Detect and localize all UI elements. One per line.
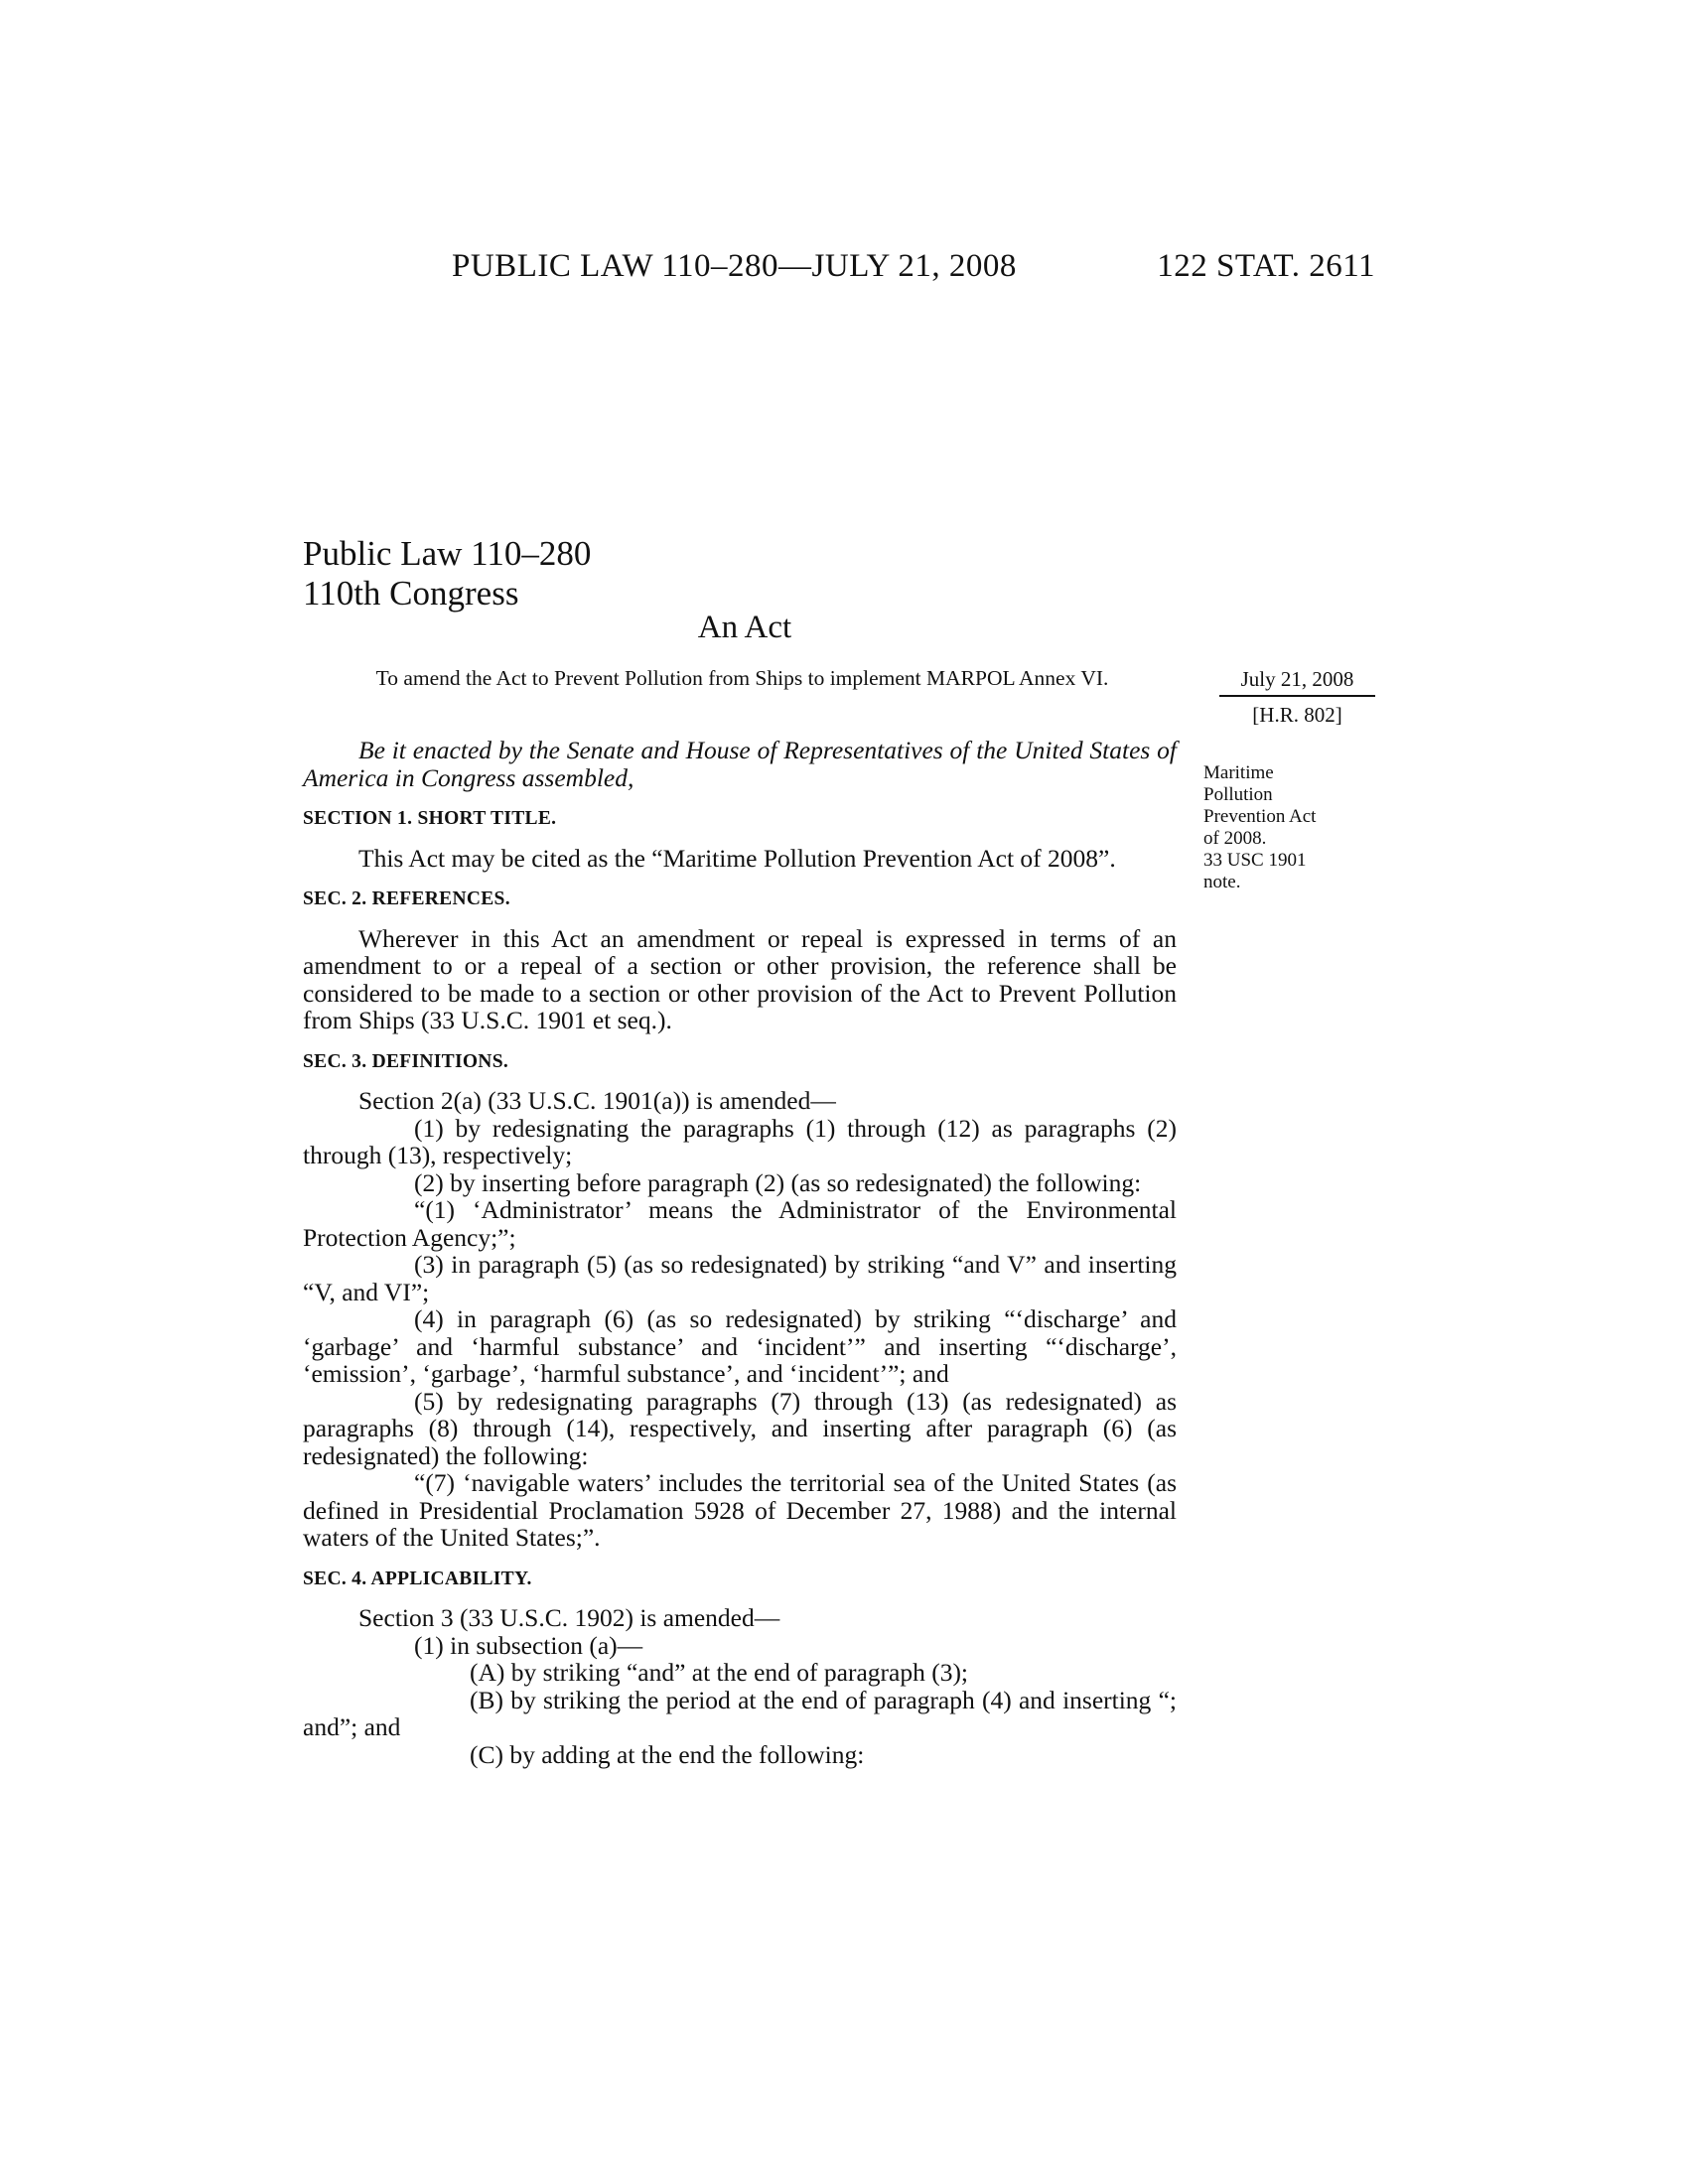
margin-note-line: note. [1203,872,1241,892]
enactment-date: July 21, 2008 [1219,665,1375,697]
law-number: Public Law 110–280 [303,534,592,573]
paragraph: (3) in paragraph (5) (as so redesignated) by striking “and V” and inserting “V, and VI”; [303,1250,1177,1306]
paragraph: (1) in subsection (a)— [414,1630,643,1660]
running-header [452,248,1375,285]
margin-note-line: Prevention Act [1203,806,1317,827]
act-body [303,737,1177,1768]
act-title: An Act [697,610,792,645]
quoted-paragraph: “(1) ‘Administrator’ means the Administrator of the Environmental Protection Agency;”; [303,1195,1177,1252]
congress-number: 110th Congress [303,574,519,613]
paragraph: (4) in paragraph (6) (as so redesignated) by striking “‘discharge’ and ‘garbage’ and ‘harmful substance’ and ‘incident’” and inserting “‘discharge’, ‘emission’, ‘garbage’, ‘harmful substance’, and ‘incident’”; and [303,1304,1177,1388]
quoted-paragraph: “(7) ‘navigable waters’ includes the territorial sea of the United States (as defined in Presidential Proclamation 5928 of December 27, 1988) and the internal waters of the United States;”. [303,1468,1177,1552]
subparagraph: (A) by striking “and” at the end of paragraph (3); [470,1658,969,1687]
subparagraph: (C) by adding at the end the following: [470,1739,865,1769]
statute-page-number: 122 STAT. 2611 [1157,248,1375,284]
enacting-clause: Be it enacted by the Senate and House of Representatives of the United States of America in Congress assembled, [303,736,1177,792]
section-heading: SEC. 2. REFERENCES. [303,888,510,909]
margin-note-line: Maritime [1203,762,1274,783]
law-identifier [303,534,591,614]
section-heading: SEC. 3. DEFINITIONS. [303,1050,509,1072]
subparagraph: (B) by striking the period at the end of paragraph (4) and inserting “; and”; and [303,1685,1177,1741]
paragraph: (5) by redesignating paragraphs (7) through (13) (as redesignated) as paragraphs (8) through (14), respectively, and inserting after paragraph (6) (as redesignated) the following: [303,1386,1177,1470]
section-text: Section 3 (33 U.S.C. 1902) is amended— [358,1603,780,1632]
section-text: This Act may be cited as the “Maritime Pollution Prevention Act of 2008”. [358,843,1116,873]
section-heading: SECTION 1. SHORT TITLE. [303,808,557,829]
margin-date-box [1219,665,1375,729]
section-text: Section 2(a) (33 U.S.C. 1901(a)) is amended— [358,1086,836,1115]
margin-note-line: of 2008. [1203,828,1267,849]
section-heading: SEC. 4. APPLICABILITY. [303,1568,532,1589]
margin-note-line: Pollution [1203,784,1273,805]
act-purpose: To amend the Act to Prevent Pollution from Ships to implement MARPOL Annex VI. [375,666,1109,690]
section-text: Wherever in this Act an amendment or repeal is expressed in terms of an amendment to or a repeal of a section or other provision, the reference shall be considered to be made to a section or other provision of the Act to Prevent Pollution from Ships (33 U.S.C. 1901 et seq.). [303,923,1177,1034]
margin-note [1203,762,1382,893]
paragraph: (2) by inserting before paragraph (2) (as so redesignated) the following: [414,1167,1142,1197]
margin-note-line: 33 USC 1901 [1203,850,1307,871]
paragraph: (1) by redesignating the paragraphs (1) through (12) as paragraphs (2) through (13), respectively; [303,1113,1177,1169]
bill-number: [H.R. 802] [1252,703,1342,727]
header-title: PUBLIC LAW 110–280—JULY 21, 2008 [452,248,1017,284]
